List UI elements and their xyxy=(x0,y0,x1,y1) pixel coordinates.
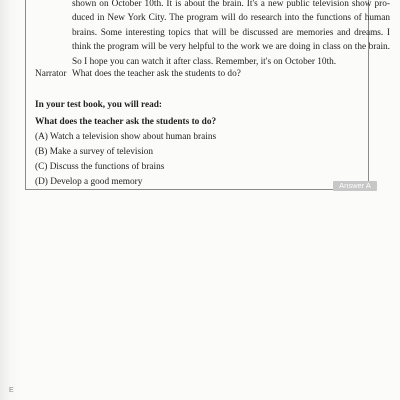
option-a: (A) Watch a television show about human brains xyxy=(35,132,217,142)
option-c: (C) Discuss the functions of brains xyxy=(35,162,165,172)
test-question: What does the teacher ask the students to do? xyxy=(35,117,217,127)
answer-badge: Answer A xyxy=(333,181,377,191)
narrator-label: Narrator xyxy=(35,69,67,79)
transcript-line: think the program will be very helpful to the work we are doing in class on the brain. xyxy=(72,42,390,53)
narrator-question: What does the teacher ask the students to do? xyxy=(72,69,241,79)
transcript-line: brains. Some interesting topics that will be discussed are memories and dreams. I xyxy=(72,27,390,38)
answer-options xyxy=(35,130,216,190)
transcript-line: So I hope you can watch it after class. Remember, it's on October 10th. xyxy=(72,56,337,67)
page-corner-mark: E xyxy=(9,387,14,394)
test-book-instruction: In your test book, you will read: xyxy=(35,100,162,110)
transcript-line: shown on October 10th. It is about the brain. It's a new public television show pro- xyxy=(72,0,390,9)
transcript-paragraph xyxy=(72,0,390,69)
transcript-line: duced in New York City. The program will do research into the functions of human xyxy=(72,13,390,24)
option-d: (D) Develop a good memory xyxy=(35,177,143,187)
option-b: (B) Make a survey of television xyxy=(35,147,153,157)
